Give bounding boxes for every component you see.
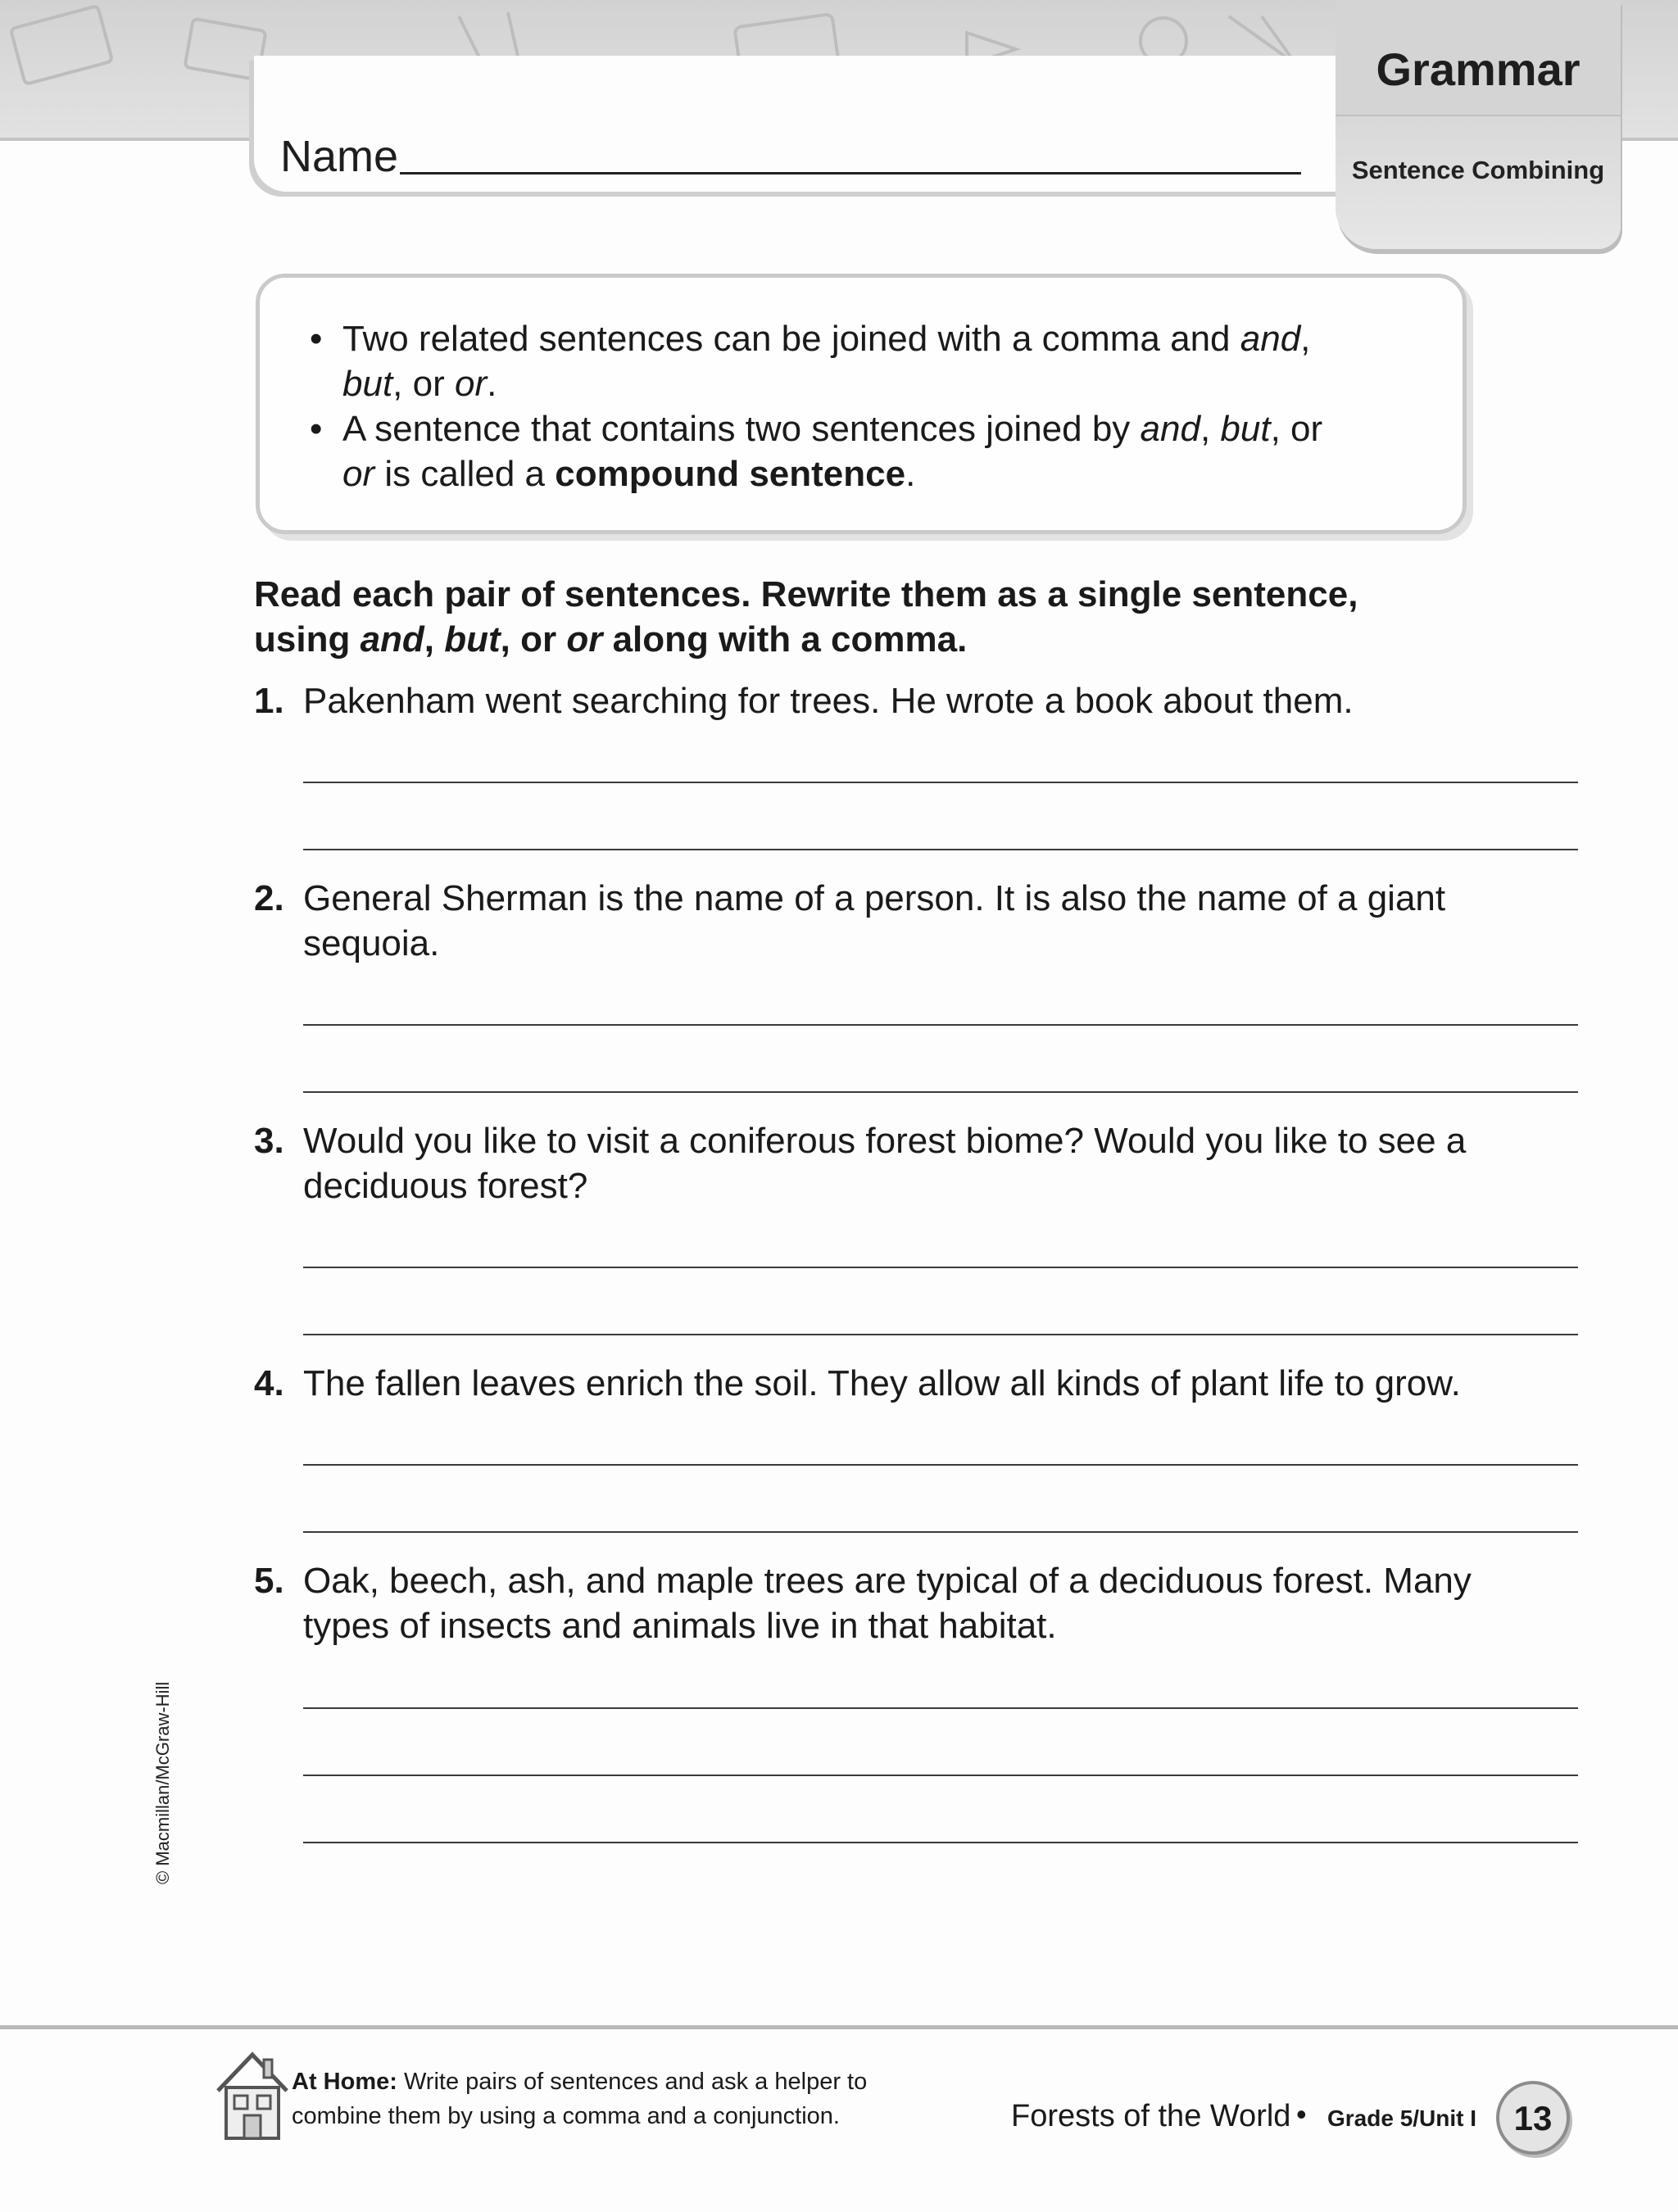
rule-bullet-1-cont [342,361,1424,406]
question-text: Would you like to visit a coniferous forest biome? Would you like to see a [303,1121,1467,1161]
rule-italic: but [342,364,393,404]
at-home-text: Write pairs of sentences and ask a helper to [397,2069,868,2095]
answer-line[interactable] [303,1024,1578,1026]
at-home-note [292,2065,939,2133]
question-text-cont: deciduous forest? [303,1166,588,1206]
rule-italic: and [1240,319,1301,359]
rule-text: , or [392,364,455,404]
answer-line[interactable] [303,1267,1578,1268]
footer-divider [0,2025,1678,2029]
answer-line[interactable] [303,1334,1578,1335]
instr-text: , or [500,619,567,660]
rule-italic: but [1220,409,1271,449]
answer-line[interactable] [303,1531,1578,1533]
question-text: The fallen leaves enrich the soil. They allow all kinds of plant life to grow. [303,1363,1461,1403]
copyright-notice: © Macmillan/McGraw-Hill [152,1681,173,1884]
instr-text: using [254,619,361,660]
answer-line[interactable] [303,849,1578,850]
answer-line[interactable] [303,1842,1578,1843]
instr-text: along with a comma. [602,619,968,660]
tab-subtitle: Sentence Combining [1351,156,1605,184]
instr-italic: but [444,619,501,660]
tab-title: Grammar [1376,43,1580,95]
rule-text: A sentence that contains two sentences joined by [342,409,1141,449]
rule-text: . [487,364,497,404]
name-field[interactable] [400,172,1301,175]
rule-italic: or [342,454,375,494]
question-text: Pakenham went searching for trees. He wrote a book about them. [303,681,1354,721]
rule-text: , [1200,409,1221,449]
instructions-line-2 [254,617,1565,662]
answer-line[interactable] [303,1091,1578,1093]
question-text: Oak, beech, ash, and maple trees are typical of a deciduous forest. Many [303,1561,1472,1601]
answer-line[interactable] [303,782,1578,783]
question-number: 5. [254,1561,284,1601]
question-number: 3. [254,1121,284,1161]
question-text-cont: types of insects and animals live in that habitat. [303,1606,1057,1646]
rule-text: , or [1270,409,1323,449]
rule-italic: and [1140,409,1200,449]
at-home-label: At Home: [292,2069,397,2095]
book-title: Forests of the World [1011,2099,1291,2133]
instr-italic: and [360,619,424,660]
rule-text: Two related sentences can be joined with a comma and [342,319,1240,359]
rule-bullet-2-cont [342,451,1424,496]
question-text-cont: sequoia. [303,923,440,963]
question-text: General Sherman is the name of a person. It is also the name of a giant [303,878,1446,918]
instructions-line-1: Read each pair of sentences. Rewrite them as a single sentence, [254,574,1358,614]
question-number: 2. [254,878,284,918]
rule-text: is called a [374,454,556,494]
bullet-icon: • [310,319,323,359]
question-number: 4. [254,1363,284,1403]
rule-italic: or [454,364,488,404]
answer-line[interactable] [303,1464,1578,1466]
section-tab [1336,0,1621,249]
house-icon [211,2048,293,2146]
rule-bold: compound sentence [555,454,906,494]
separator-dot: • [1296,2097,1307,2131]
rule-text: , [1300,319,1311,359]
name-label: Name [280,132,399,181]
rule-bullet-2 [342,406,1424,451]
rule-text: . [905,454,916,494]
answer-line[interactable] [303,1775,1578,1776]
page-number-badge [1496,2081,1570,2155]
instr-text: , [424,619,445,660]
answer-line[interactable] [303,1707,1578,1709]
rule-bullet-1 [342,316,1424,361]
bullet-icon: • [310,409,323,449]
page-number: 13 [1513,2099,1553,2137]
instr-italic: or [566,619,603,660]
grade-unit: Grade 5/Unit I [1327,2105,1477,2131]
question-number: 1. [254,681,284,721]
at-home-text: combine them by using a comma and a conjunction. [292,2103,840,2129]
